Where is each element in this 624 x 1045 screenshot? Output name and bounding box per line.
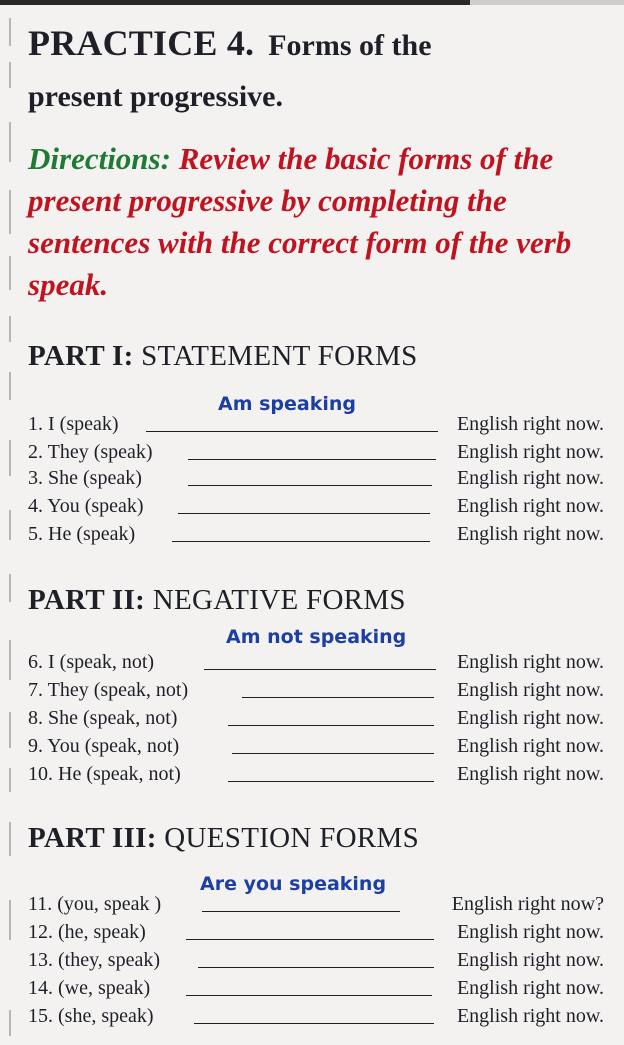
exercise-row [28, 918, 604, 946]
margin-line [9, 372, 11, 400]
answer-blank[interactable] [188, 485, 432, 486]
exercise-row [28, 464, 604, 492]
exercise-row [28, 1002, 604, 1030]
directions [28, 138, 618, 306]
exercise-row [28, 520, 604, 548]
margin-line [9, 574, 11, 602]
exercise-ending: English right now. [456, 1005, 604, 1027]
exercise-ending: English right now. [456, 413, 604, 435]
directions-lead: Directions: [28, 141, 171, 176]
exercise-ending: English right now. [456, 735, 604, 757]
exercise-prompt: 9. You (speak, not) [28, 735, 180, 757]
margin-line [9, 1010, 11, 1036]
margin-line [9, 712, 11, 748]
margin-line [9, 822, 11, 856]
practice-number: PRACTICE 4. [28, 23, 255, 63]
exercise-ending: English right now? [451, 893, 604, 915]
exercise-prompt: 3. She (speak) [28, 467, 142, 489]
part-3-label: PART III: [28, 822, 157, 854]
margin-line [9, 18, 11, 46]
margin-line [9, 256, 11, 290]
exercise-prompt: 10. He (speak, not) [28, 763, 181, 785]
answer-blank[interactable] [186, 995, 432, 996]
exercise-ending: English right now. [456, 467, 604, 489]
part-3-name: QUESTION FORMS [164, 822, 420, 854]
exercise-row [28, 732, 604, 760]
answer-blank[interactable] [232, 753, 434, 754]
exercise-row [28, 704, 604, 732]
part-1-name: STATEMENT FORMS [141, 340, 418, 372]
exercise-ending: English right now. [456, 523, 604, 545]
margin-line [9, 440, 11, 476]
exercise-row [28, 410, 604, 438]
exercise-row [28, 946, 604, 974]
exercise-ending: English right now. [456, 949, 604, 971]
exercise-prompt: 7. They (speak, not) [28, 679, 189, 701]
part-2-heading [28, 584, 406, 617]
answer-blank[interactable] [188, 459, 436, 460]
margin-line [9, 768, 11, 792]
answer-blank[interactable] [186, 939, 434, 940]
part-2-label: PART II: [28, 584, 146, 616]
exercise-prompt: 12. (he, speak) [28, 921, 146, 943]
part-1-handwritten-answer: Am speaking [218, 393, 357, 415]
part-2-name: NEGATIVE FORMS [152, 584, 406, 616]
exercise-ending: English right now. [456, 763, 604, 785]
exercise-prompt: 6. I (speak, not) [28, 651, 155, 673]
exercise-prompt: 15. (she, speak) [28, 1005, 154, 1027]
exercise-row [28, 974, 604, 1002]
part-1-heading [28, 340, 418, 373]
exercise-row [28, 438, 604, 466]
answer-blank[interactable] [178, 513, 430, 514]
margin-line [9, 62, 11, 88]
part-3-handwritten-answer: Are you speaking [200, 873, 387, 895]
answer-blank[interactable] [198, 967, 434, 968]
exercise-row [28, 648, 604, 676]
exercise-prompt: 14. (we, speak) [28, 977, 151, 999]
margin-line [9, 122, 11, 162]
part-2-handwritten-answer: Am not speaking [226, 626, 407, 648]
margin-line [9, 640, 11, 680]
exercise-row [28, 890, 604, 918]
exercise-row [28, 760, 604, 788]
exercise-ending: English right now. [456, 441, 604, 463]
exercise-ending: English right now. [456, 679, 604, 701]
exercise-row [28, 676, 604, 704]
answer-blank[interactable] [202, 911, 400, 912]
exercise-prompt: 5. He (speak) [28, 523, 136, 545]
answer-blank[interactable] [204, 669, 436, 670]
practice-topic-line-2: present progressive. [28, 80, 283, 113]
exercise-prompt: 13. (they, speak) [28, 949, 160, 971]
answer-blank[interactable] [228, 725, 434, 726]
answer-blank[interactable] [194, 1023, 434, 1024]
exercise-prompt: 11. (you, speak ) [28, 893, 162, 915]
margin-line [9, 316, 11, 342]
directions-text: Review the basic forms of the present progressive by completing the sentences with the correct form of the verb speak. [28, 141, 572, 302]
exercise-prompt: 1. I (speak) [28, 413, 119, 435]
margin-line [9, 510, 11, 540]
exercise-prompt: 2. They (speak) [28, 441, 153, 463]
answer-blank[interactable] [146, 431, 438, 432]
practice-topic-line-1: Forms of the [268, 29, 432, 62]
page-title [28, 20, 608, 125]
exercise-ending: English right now. [456, 495, 604, 517]
margin-line [9, 900, 11, 940]
exercise-ending: English right now. [456, 651, 604, 673]
part-3-heading [28, 822, 419, 855]
exercise-prompt: 4. You (speak) [28, 495, 144, 517]
part-1-label: PART I: [28, 340, 134, 372]
exercise-prompt: 8. She (speak, not) [28, 707, 178, 729]
top-edge [0, 0, 624, 5]
answer-blank[interactable] [242, 697, 434, 698]
exercise-ending: English right now. [456, 921, 604, 943]
exercise-ending: English right now. [456, 977, 604, 999]
exercise-ending: English right now. [456, 707, 604, 729]
margin-line [9, 190, 11, 234]
exercise-row [28, 492, 604, 520]
answer-blank[interactable] [228, 781, 434, 782]
answer-blank[interactable] [172, 541, 430, 542]
